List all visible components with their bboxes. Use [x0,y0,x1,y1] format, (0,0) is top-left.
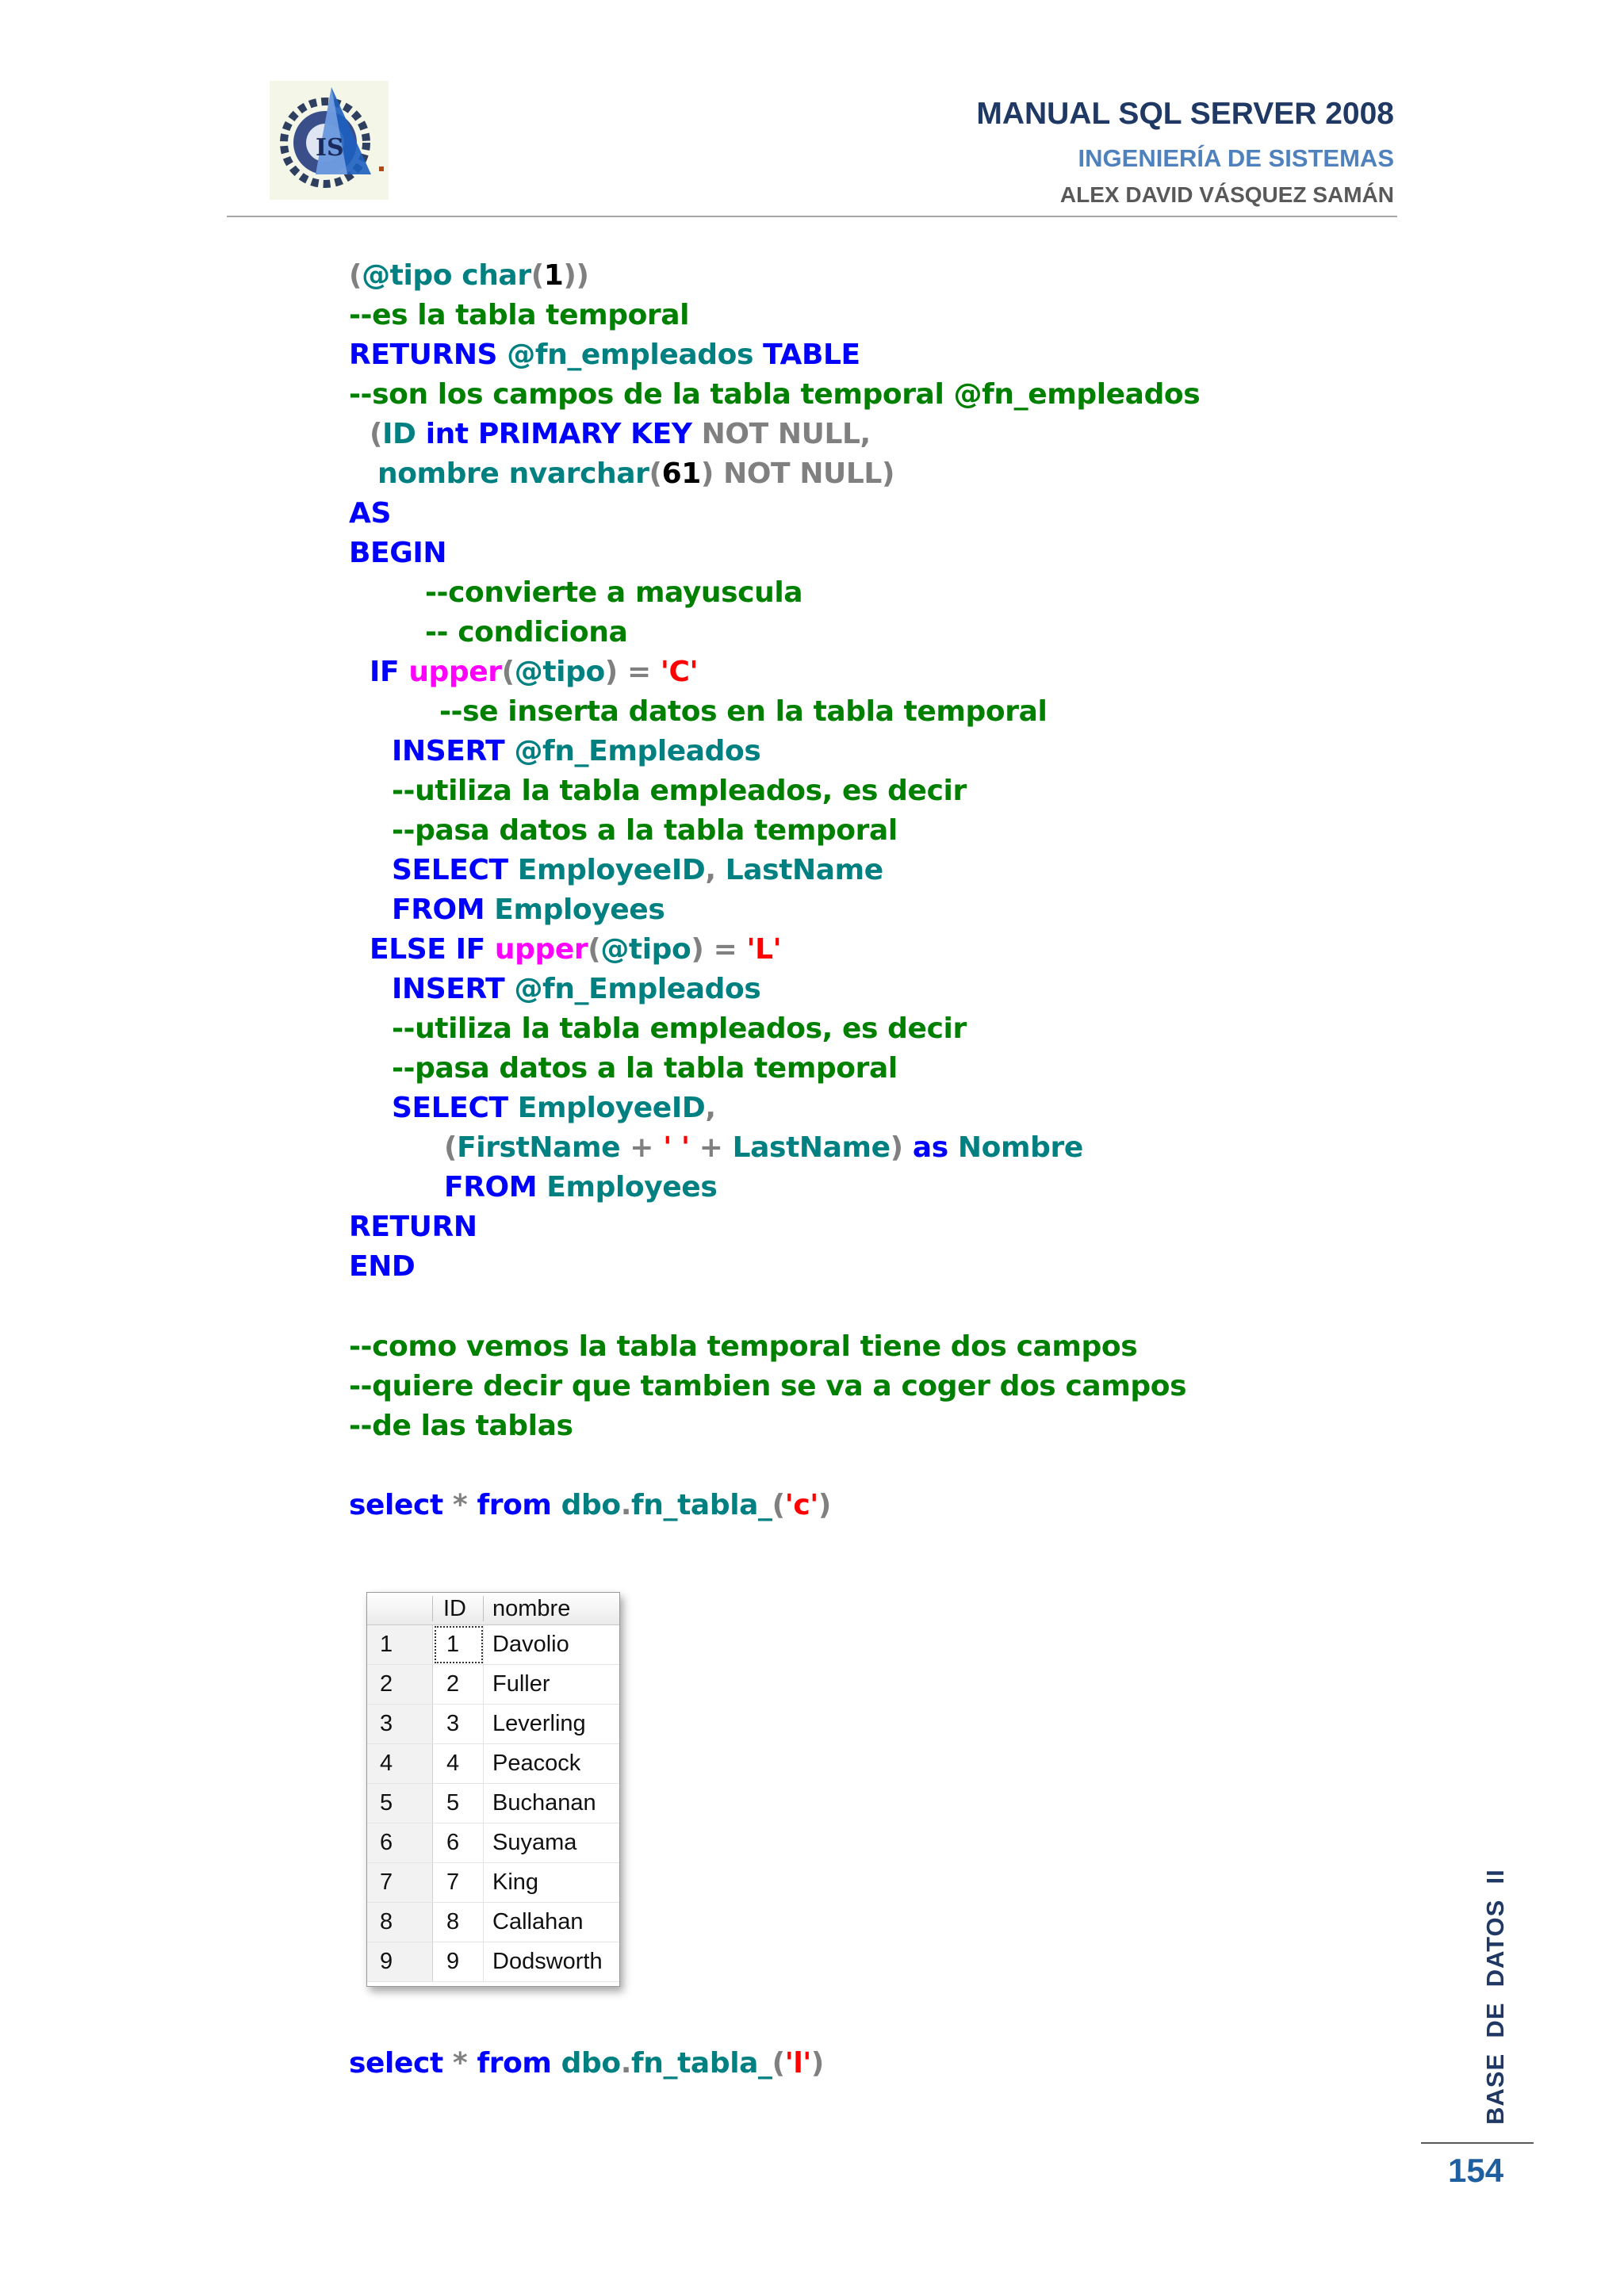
nombre-cell[interactable]: Dodsworth [492,1949,603,1974]
table-row[interactable] [367,1784,619,1823]
code-comment: -- condiciona [425,616,628,649]
code-comment: --utiliza la tabla empleados, es decir [392,775,967,807]
row-number: 3 [380,1711,393,1736]
code-line: FROM Employees [392,894,665,926]
code-keyword-line: END [349,1250,416,1283]
row-number-cell[interactable] [367,1625,433,1664]
page-number: 154 [1448,2152,1504,2189]
university-seal-logo [270,81,389,200]
code-comment: --convierte a mayuscula [425,576,803,609]
row-number-cell[interactable] [367,1705,433,1743]
nombre-cell[interactable]: Suyama [492,1830,577,1855]
row-number-cell[interactable] [367,1784,433,1823]
code-line: FROM Employees [444,1171,718,1203]
query-result-grid [366,1592,620,1987]
row-number-cell[interactable] [367,1665,433,1704]
code-comment: --pasa datos a la tabla temporal [392,1052,898,1085]
table-row[interactable] [367,1744,619,1784]
code-comment: --utiliza la tabla empleados, es decir [392,1012,967,1045]
code-line: (ID int PRIMARY KEY NOT NULL, [370,418,871,450]
code-line: SELECT EmployeeID, [392,1092,716,1124]
code-line: (FirstName + ' ' + LastName) as Nombre [444,1131,1083,1164]
nombre-cell[interactable]: Fuller [492,1671,550,1697]
nombre-cell[interactable]: Buchanan [492,1790,596,1816]
course-side-label: BASE DE DATOS II [1481,1869,1509,2125]
nombre-cell[interactable]: Leverling [492,1711,586,1736]
id-value: 1 [446,1632,460,1657]
author-name: ALEX DAVID VÁSQUEZ SAMÁN [1059,182,1394,207]
id-cell[interactable] [434,1784,484,1823]
row-number: 5 [380,1790,393,1816]
column-header-id[interactable]: ID [443,1596,466,1621]
row-number: 1 [380,1632,393,1657]
code-line: INSERT @fn_Empleados [392,973,761,1005]
row-number: 4 [380,1751,393,1776]
nombre-cell[interactable]: Davolio [492,1632,569,1657]
grid-header-row [367,1593,619,1625]
code-line: nombre nvarchar(61) NOT NULL) [377,457,895,490]
row-number: 7 [380,1869,393,1895]
id-cell[interactable] [434,1705,484,1743]
table-row[interactable] [367,1942,619,1982]
row-number-cell[interactable] [367,1942,433,1981]
code-comment: --quiere decir que tambien se va a coger dos campos [349,1370,1187,1402]
id-value: 8 [446,1909,460,1934]
id-cell[interactable] [434,1863,484,1902]
id-cell[interactable] [434,1823,484,1862]
nombre-cell[interactable]: King [492,1869,539,1895]
row-number: 9 [380,1949,393,1974]
code-line: INSERT @fn_Empleados [392,735,761,767]
row-number: 6 [380,1830,393,1855]
id-value: 7 [446,1869,460,1895]
course-subtitle: INGENIERÍA DE SISTEMAS [1078,144,1394,172]
header-divider [227,216,1397,217]
id-value: 3 [446,1711,460,1736]
table-row[interactable] [367,1903,619,1942]
nombre-cell[interactable]: Callahan [492,1909,584,1934]
id-value: 9 [446,1949,460,1974]
code-comment: --de las tablas [349,1410,573,1442]
code-comment: --pasa datos a la tabla temporal [392,814,898,847]
table-row[interactable] [367,1863,619,1903]
table-row[interactable] [367,1823,619,1863]
page-number-divider [1421,2142,1534,2144]
id-value: 6 [446,1830,460,1855]
id-value: 2 [446,1671,460,1697]
manual-title: MANUAL SQL SERVER 2008 [976,97,1394,131]
code-keyword-line: RETURN [349,1211,477,1243]
query-line-l: select * from dbo.fn_tabla_('l') [349,2047,824,2080]
code-line: IF upper(@tipo) = 'C' [370,656,699,688]
id-cell[interactable] [434,1744,484,1783]
row-number: 8 [380,1909,393,1934]
id-cell[interactable] [434,1942,484,1981]
code-comment: --son los campos de la tabla temporal @fn_empleados [349,378,1201,411]
svg-text:IS: IS [316,134,344,162]
id-value: 5 [446,1790,460,1816]
row-number-cell[interactable] [367,1744,433,1783]
row-number-cell[interactable] [367,1903,433,1942]
code-comment: --como vemos la tabla temporal tiene dos campos [349,1330,1138,1363]
row-number: 2 [380,1671,393,1697]
row-number-cell[interactable] [367,1863,433,1902]
id-value: 4 [446,1751,460,1776]
code-keyword-line: BEGIN [349,537,447,569]
code-line: RETURNS @fn_empleados TABLE [349,339,860,371]
code-line: ELSE IF upper(@tipo) = 'L' [370,933,782,966]
code-keyword-line: AS [349,497,391,530]
column-header-nombre[interactable]: nombre [492,1596,571,1621]
query-line-c: select * from dbo.fn_tabla_('c') [349,1489,831,1521]
table-row[interactable] [367,1665,619,1705]
column-separator [432,1596,433,1621]
id-cell[interactable] [434,1625,484,1664]
id-cell[interactable] [434,1903,484,1942]
table-row[interactable] [367,1705,619,1744]
column-separator [483,1596,484,1621]
table-row[interactable] [367,1625,619,1665]
code-line: (@tipo char(1)) [349,259,589,292]
row-number-cell[interactable] [367,1823,433,1862]
nombre-cell[interactable]: Peacock [492,1751,581,1776]
code-line: SELECT EmployeeID, LastName [392,854,883,886]
id-cell[interactable] [434,1665,484,1704]
code-comment: --se inserta datos en la tabla temporal [439,695,1048,728]
code-comment: --es la tabla temporal [349,299,690,331]
